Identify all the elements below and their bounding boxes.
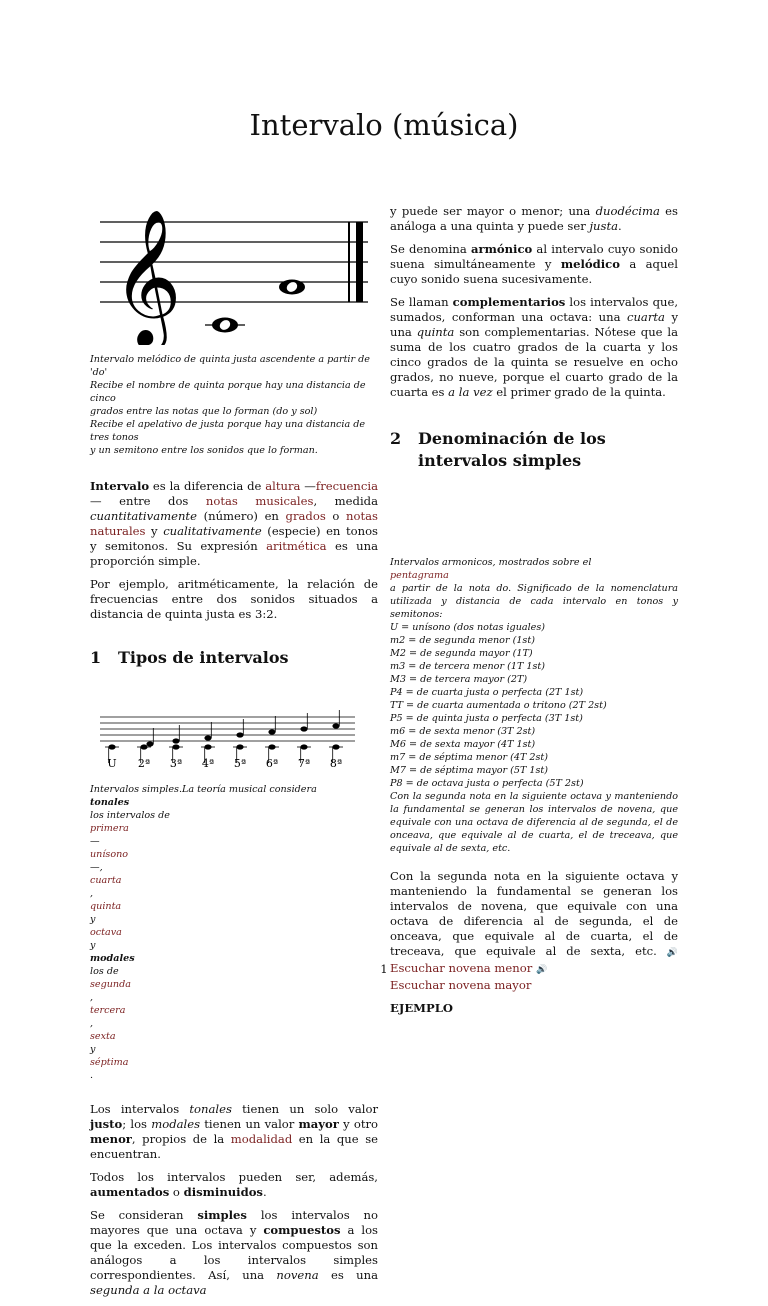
- lower-note: [108, 744, 115, 749]
- page-number: 1: [380, 962, 388, 976]
- example-paragraph: Por ejemplo, aritméticamente, la relación de frecuencias entre dos sonidos situados a distancia de quinta justa es 3:2.: [90, 577, 378, 621]
- upper-note: [146, 741, 153, 746]
- link-primera[interactable]: primera: [90, 823, 129, 834]
- audio-link-novena-menor[interactable]: Escuchar novena menor: [390, 961, 533, 975]
- interval-label: 3ª: [169, 757, 183, 769]
- caption-line: grados entre las notas que lo forman (do y sol): [90, 406, 318, 417]
- nomenclature-item: m7 = de séptima menor (4T 2st): [390, 752, 549, 763]
- treble-clef-icon: 𝄞: [112, 207, 182, 345]
- speaker-icon: 🔊: [535, 965, 548, 975]
- page-title: Intervalo (música): [249, 108, 519, 142]
- section-number: 2: [390, 429, 402, 448]
- interval-label: 7ª: [297, 757, 311, 769]
- simple-intervals-staff-figure: [90, 689, 360, 769]
- right-column: [390, 204, 678, 1024]
- speaker-icon: 🔊: [666, 948, 678, 958]
- nomenclature-item: M6 = de sexta mayor (4T 1st): [390, 739, 536, 750]
- nomenclature-item: P8 = de octava justa o perfecta (5T 2st): [390, 778, 584, 789]
- link-pentagrama[interactable]: pentagrama: [390, 570, 449, 581]
- left-column: [90, 195, 378, 1306]
- example-heading: EJEMPLO: [390, 1001, 453, 1015]
- caption-line: y un semitono entre los sonidos que lo forman.: [90, 445, 318, 456]
- continuation-paragraph: y puede ser mayor o menor; una duodécima es análoga a una quinta y puede ser justa.: [390, 204, 678, 233]
- section-1-heading: [90, 648, 378, 667]
- figure1-caption: [90, 353, 378, 457]
- link-quinta[interactable]: quinta: [90, 901, 122, 912]
- upper-note: [172, 738, 179, 743]
- lower-note: [236, 744, 243, 749]
- link-octava[interactable]: octava: [90, 927, 122, 938]
- upper-note: [204, 735, 211, 740]
- link-septima[interactable]: séptima: [90, 1057, 129, 1068]
- nomenclature-item: U = unísono (dos notas iguales): [390, 622, 546, 633]
- nomenclature-item: P5 = de quinta justa o perfecta (3T 1st): [390, 713, 583, 724]
- audio-link-novena-mayor[interactable]: Escuchar novena mayor: [390, 978, 532, 992]
- caption-line: Recibe el apelativo de justa porque hay una distancia de tres tonos: [90, 419, 366, 443]
- ninth-paragraph: Con la segunda nota en la siguiente octava y manteniendo la fundamental se generan los intervalos de novena, que equivale con una octava de diferencia al de segunda, el de onceava, que equivale al de cuarta, el de treceava, que equivale al de sexta, etc. 🔊 Escuchar novena menor 🔊 Escuchar novena mayor: [390, 869, 678, 992]
- link-tercera[interactable]: tercera: [90, 1005, 126, 1016]
- term-intervalo: Intervalo: [90, 479, 150, 493]
- augmented-paragraph: Todos los intervalos pueden ser, además, aumentados o disminuidos.: [90, 1170, 378, 1199]
- caption-tail: Con la segunda nota en la siguiente octava y manteniendo la fundamental se generan los intervalos de novena, que equivale con una octava de diferencia al de segunda, el de onceava, que equivale al de cuarta, el de treceava, que equivale al de sexta, etc.: [390, 791, 678, 854]
- interval-label: 8ª: [329, 757, 343, 769]
- nomenclature-item: m3 = de tercera menor (1T 1st): [390, 661, 546, 672]
- nomenclature-item: M2 = de segunda mayor (1T): [390, 648, 533, 659]
- section-number: 1: [90, 648, 102, 667]
- interval-label: 2ª: [137, 757, 151, 769]
- upper-note: [300, 726, 307, 731]
- nomenclature-item: m6 = de sexta menor (3T 2st): [390, 726, 536, 737]
- caption-line: Intervalo melódico de quinta justa ascendente a partir de 'do': [90, 354, 370, 378]
- section-title: Denominación de los intervalos simples: [418, 429, 606, 470]
- tonal-modal-paragraph: Los intervalos tonales tienen un solo valor justo; los modales tienen un valor mayor y otro menor, propios de la modalidad en la que se encuentran.: [90, 1102, 378, 1161]
- link-sexta[interactable]: sexta: [90, 1031, 116, 1042]
- link-aritmetica[interactable]: aritmética: [266, 539, 327, 553]
- link-notas-musicales[interactable]: notas musicales: [205, 494, 314, 508]
- section1-figure-caption: Intervalos simples.La teoría musical considera tonales los intervalos de primera — unísono —, cuarta , quinta y octava y modales los de segunda , tercera , sexta y séptima .: [90, 783, 378, 1082]
- nomenclature-item: m2 = de segunda menor (1st): [390, 635, 535, 646]
- link-frecuencia[interactable]: frecuencia: [315, 479, 379, 493]
- lower-note: [268, 744, 275, 749]
- lower-note: [172, 744, 179, 749]
- fifth-interval-staff-figure: [90, 195, 378, 345]
- nomenclature-item: TT = de cuarta aumentada o tritono (2T 2st): [390, 700, 607, 711]
- intro-paragraph: Intervalo es la diferencia de altura —frecuencia— entre dos notas musicales, medida cuantitativamente (número) en grados o notas naturales y cualitativamente (especie) en tonos y semitonos. Su expresión aritmética es una proporción simple.: [90, 479, 379, 568]
- section2-figure-caption: Intervalos armonicos, mostrados sobre el pentagrama a partir de la nota do. Significado de la nomenclatura utilizada y distancia de cada intervalo en tonos y semitonos: U = unísono (dos notas iguales) m2 = de segunda menor (1st) M2 = de segunda mayor (1T) m3 = de tercera menor (1T 1st) M3 = de tercera mayor (2T) P4 = de cuarta justa o perfecta (2T 1st) TT = de cuarta aumentada o tritono (2T 2st) P5 = de quinta justa o perfecta (3T 1st) m6 = de sexta menor (3T 2st) M6 = de sexta mayor (4T 1st) m7 = de séptima menor (4T 2st) M7 = de séptima mayor (5T 1st) P8 = de octava justa o perfecta (5T 2st) Con la segunda nota en la siguiente octava y manteniendo la fundamental se generan los intervalos de novena, que equivale con una octava de diferencia al de segunda, el de onceava, que equivale al de cuarta, el de treceava, que equivale al de sexta, etc.: [390, 557, 678, 854]
- upper-note: [332, 723, 339, 728]
- lower-note: [204, 744, 211, 749]
- link-notas-naturales[interactable]: notas naturales: [90, 509, 378, 538]
- upper-note: [236, 732, 243, 737]
- interval-label: 4ª: [201, 757, 215, 769]
- link-modalidad[interactable]: modalidad: [230, 1132, 293, 1146]
- nomenclature-item: M7 = de séptima mayor (5T 1st): [390, 765, 549, 776]
- simple-compound-paragraph: Se consideran simples los intervalos no mayores que una octava y compuestos a los que la exceden. Los intervalos compuestos son análogos a los intervalos simples correspondientes. Así, una novena es una segunda a la octava: [90, 1208, 378, 1297]
- interval-label: 6ª: [265, 757, 279, 769]
- lower-note: [332, 744, 339, 749]
- lower-note: [140, 744, 147, 749]
- lower-note: [300, 744, 307, 749]
- caption-line: Recibe el nombre de quinta porque hay una distancia de cinco: [90, 380, 366, 404]
- harmonic-paragraph: Se denomina armónico al intervalo cuyo sonido suena simultáneamente y melódico a aquel cuyo sonido suena sucesivamente.: [390, 242, 678, 286]
- link-grados[interactable]: grados: [285, 509, 326, 523]
- link-altura[interactable]: altura: [265, 479, 301, 493]
- nomenclature-item: M3 = de tercera mayor (2T): [390, 674, 528, 685]
- interval-label: 5ª: [233, 757, 247, 769]
- complementary-paragraph: Se llaman complementarios los intervalos que, sumados, conforman una octava: una cuarta y una quinta son complementarias. Nótese que la suma de los cuatro grados de la cuarta y los cinco grados de la quinta se resuelve en ocho grados, no nueve, porque el cuarto grado de la cuarta es a la vez el primer grado de la quinta.: [390, 295, 678, 399]
- upper-note: [268, 729, 275, 734]
- nomenclature-item: P4 = de cuarta justa o perfecta (2T 1st): [390, 687, 584, 698]
- interval-label: U: [107, 757, 117, 769]
- link-cuarta[interactable]: cuarta: [90, 875, 122, 886]
- section-2-heading: [390, 428, 678, 472]
- link-segunda[interactable]: segunda: [90, 979, 131, 990]
- section-title: Tipos de intervalos: [118, 648, 289, 667]
- link-unisono[interactable]: unísono: [90, 849, 129, 860]
